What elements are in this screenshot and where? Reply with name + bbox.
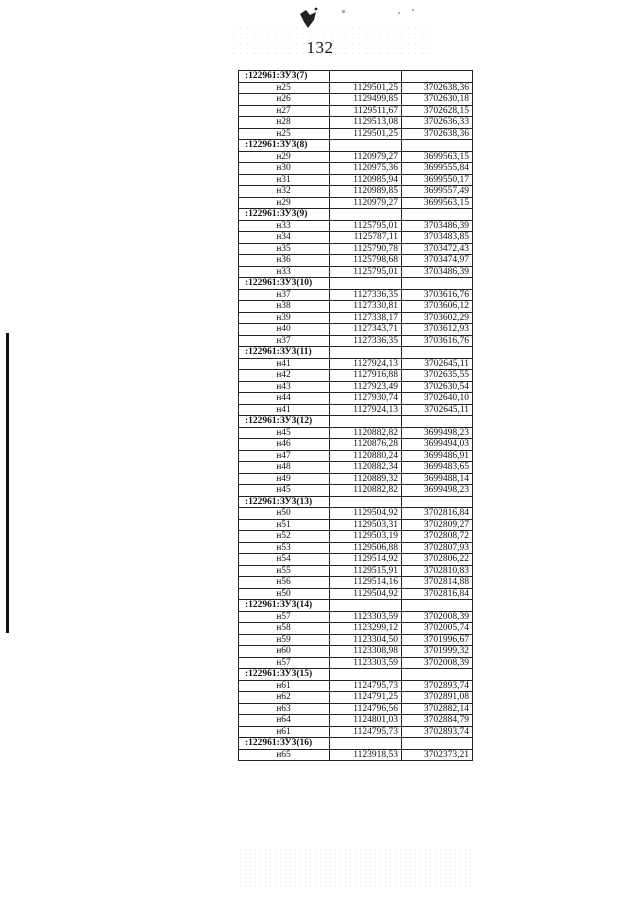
point-name-cell: н25 <box>239 82 330 94</box>
x-coordinate-cell: 1120882,82 <box>330 427 402 439</box>
scan-noise-bottom <box>238 848 472 888</box>
point-name-cell: н60 <box>239 646 330 658</box>
point-name-cell: н53 <box>239 542 330 554</box>
point-name-cell: н45 <box>239 427 330 439</box>
x-coordinate-cell: 1124791,25 <box>330 692 402 704</box>
point-name-cell: н33 <box>239 220 330 232</box>
x-coordinate-cell: 1123303,59 <box>330 657 402 669</box>
x-coordinate-cell: 1129499,85 <box>330 94 402 106</box>
coordinates-table-body <box>239 71 473 761</box>
empty-cell <box>330 209 402 221</box>
table-row <box>239 588 473 600</box>
parcel-group-name: :122961:ЗУ3(14) <box>239 600 330 612</box>
point-name-cell: н65 <box>239 749 330 761</box>
table-row <box>239 439 473 451</box>
table-row <box>239 301 473 313</box>
table-row <box>239 634 473 646</box>
table-row <box>239 473 473 485</box>
point-name-cell: н36 <box>239 255 330 267</box>
point-name-cell: н54 <box>239 554 330 566</box>
parcel-group-name: :122961:ЗУ3(13) <box>239 496 330 508</box>
table-row <box>239 117 473 129</box>
parcel-group-header <box>239 416 473 428</box>
table-row <box>239 312 473 324</box>
y-coordinate-cell: 3702638,36 <box>402 82 473 94</box>
y-coordinate-cell: 3702630,54 <box>402 381 473 393</box>
x-coordinate-cell: 1127930,74 <box>330 393 402 405</box>
parcel-group-header <box>239 347 473 359</box>
empty-cell <box>402 140 473 152</box>
y-coordinate-cell: 3702638,36 <box>402 128 473 140</box>
x-coordinate-cell: 1125798,68 <box>330 255 402 267</box>
point-name-cell: н43 <box>239 381 330 393</box>
table-row <box>239 554 473 566</box>
x-coordinate-cell: 1125787,11 <box>330 232 402 244</box>
table-row <box>239 358 473 370</box>
x-coordinate-cell: 1124795,73 <box>330 680 402 692</box>
table-row <box>239 151 473 163</box>
point-name-cell: н61 <box>239 680 330 692</box>
point-name-cell: н37 <box>239 335 330 347</box>
x-coordinate-cell: 1120979,27 <box>330 197 402 209</box>
y-coordinate-cell: 3699483,65 <box>402 462 473 474</box>
table-row <box>239 163 473 175</box>
y-coordinate-cell: 3699494,03 <box>402 439 473 451</box>
x-coordinate-cell: 1124801,03 <box>330 715 402 727</box>
table-row <box>239 82 473 94</box>
table-row <box>239 749 473 761</box>
point-name-cell: н40 <box>239 324 330 336</box>
y-coordinate-cell: 3702807,93 <box>402 542 473 554</box>
x-coordinate-cell: 1120882,34 <box>330 462 402 474</box>
y-coordinate-cell: 3702645,11 <box>402 404 473 416</box>
y-coordinate-cell: 3703616,76 <box>402 335 473 347</box>
point-name-cell: н49 <box>239 473 330 485</box>
x-coordinate-cell: 1123299,12 <box>330 623 402 635</box>
empty-cell <box>402 416 473 428</box>
table-row <box>239 531 473 543</box>
parcel-group-header <box>239 209 473 221</box>
table-row <box>239 335 473 347</box>
y-coordinate-cell: 3702640,10 <box>402 393 473 405</box>
y-coordinate-cell: 3699498,23 <box>402 485 473 497</box>
empty-cell <box>330 496 402 508</box>
point-name-cell: н61 <box>239 726 330 738</box>
empty-cell <box>402 600 473 612</box>
point-name-cell: н37 <box>239 289 330 301</box>
y-coordinate-cell: 3699555,84 <box>402 163 473 175</box>
x-coordinate-cell: 1129503,19 <box>330 531 402 543</box>
point-name-cell: н57 <box>239 611 330 623</box>
empty-cell <box>402 278 473 290</box>
x-coordinate-cell: 1120880,24 <box>330 450 402 462</box>
table-row <box>239 94 473 106</box>
y-coordinate-cell: 3702816,84 <box>402 588 473 600</box>
x-coordinate-cell: 1124796,56 <box>330 703 402 715</box>
point-name-cell: н45 <box>239 485 330 497</box>
table-row <box>239 715 473 727</box>
y-coordinate-cell: 3701999,32 <box>402 646 473 658</box>
y-coordinate-cell: 3703602,29 <box>402 312 473 324</box>
parcel-group-header <box>239 140 473 152</box>
x-coordinate-cell: 1127923,49 <box>330 381 402 393</box>
coordinates-table-container <box>238 70 472 761</box>
point-name-cell: н62 <box>239 692 330 704</box>
empty-cell <box>402 347 473 359</box>
empty-cell <box>402 496 473 508</box>
point-name-cell: н63 <box>239 703 330 715</box>
point-name-cell: н32 <box>239 186 330 198</box>
point-name-cell: н64 <box>239 715 330 727</box>
x-coordinate-cell: 1127336,35 <box>330 335 402 347</box>
x-coordinate-cell: 1127338,17 <box>330 312 402 324</box>
table-row <box>239 646 473 658</box>
point-name-cell: н39 <box>239 312 330 324</box>
table-row <box>239 324 473 336</box>
parcel-group-name: :122961:ЗУ3(11) <box>239 347 330 359</box>
y-coordinate-cell: 3699488,14 <box>402 473 473 485</box>
table-row <box>239 485 473 497</box>
x-coordinate-cell: 1127916,88 <box>330 370 402 382</box>
y-coordinate-cell: 3702005,74 <box>402 623 473 635</box>
x-coordinate-cell: 1129511,67 <box>330 105 402 117</box>
y-coordinate-cell: 3702628,15 <box>402 105 473 117</box>
table-row <box>239 508 473 520</box>
parcel-group-name: :122961:ЗУ3(16) <box>239 738 330 750</box>
y-coordinate-cell: 3702008,39 <box>402 611 473 623</box>
point-name-cell: н56 <box>239 577 330 589</box>
y-coordinate-cell: 3703474,97 <box>402 255 473 267</box>
y-coordinate-cell: 3702806,22 <box>402 554 473 566</box>
scan-speck <box>342 10 345 13</box>
page-number: 132 <box>306 38 334 57</box>
empty-cell <box>330 140 402 152</box>
y-coordinate-cell: 3699486,91 <box>402 450 473 462</box>
point-name-cell: н42 <box>239 370 330 382</box>
table-row <box>239 393 473 405</box>
point-name-cell: н34 <box>239 232 330 244</box>
table-row <box>239 128 473 140</box>
x-coordinate-cell: 1129506,88 <box>330 542 402 554</box>
point-name-cell: н57 <box>239 657 330 669</box>
y-coordinate-cell: 3702893,74 <box>402 680 473 692</box>
y-coordinate-cell: 3702630,18 <box>402 94 473 106</box>
x-coordinate-cell: 1127924,13 <box>330 404 402 416</box>
x-coordinate-cell: 1120889,32 <box>330 473 402 485</box>
y-coordinate-cell: 3702808,72 <box>402 531 473 543</box>
y-coordinate-cell: 3702008,39 <box>402 657 473 669</box>
y-coordinate-cell: 3702893,74 <box>402 726 473 738</box>
table-row <box>239 577 473 589</box>
y-coordinate-cell: 3699557,49 <box>402 186 473 198</box>
empty-cell <box>330 600 402 612</box>
parcel-group-header <box>239 278 473 290</box>
margin-bar <box>6 333 9 633</box>
table-row <box>239 680 473 692</box>
point-name-cell: н35 <box>239 243 330 255</box>
point-name-cell: н58 <box>239 623 330 635</box>
x-coordinate-cell: 1123304,50 <box>330 634 402 646</box>
table-row <box>239 186 473 198</box>
point-name-cell: н29 <box>239 197 330 209</box>
x-coordinate-cell: 1120989,85 <box>330 186 402 198</box>
empty-cell <box>402 738 473 750</box>
scan-speck <box>412 9 414 11</box>
empty-cell <box>330 669 402 681</box>
y-coordinate-cell: 3702373,21 <box>402 749 473 761</box>
table-row <box>239 381 473 393</box>
y-coordinate-cell: 3699498,23 <box>402 427 473 439</box>
x-coordinate-cell: 1129504,92 <box>330 588 402 600</box>
x-coordinate-cell: 1129501,25 <box>330 128 402 140</box>
x-coordinate-cell: 1120876,28 <box>330 439 402 451</box>
x-coordinate-cell: 1129513,08 <box>330 117 402 129</box>
y-coordinate-cell: 3699563,15 <box>402 197 473 209</box>
table-row <box>239 623 473 635</box>
empty-cell <box>330 278 402 290</box>
x-coordinate-cell: 1129501,25 <box>330 82 402 94</box>
parcel-group-name: :122961:ЗУ3(9) <box>239 209 330 221</box>
y-coordinate-cell: 3702814,88 <box>402 577 473 589</box>
y-coordinate-cell: 3703612,93 <box>402 324 473 336</box>
y-coordinate-cell: 3703616,76 <box>402 289 473 301</box>
parcel-group-header <box>239 738 473 750</box>
y-coordinate-cell: 3702882,14 <box>402 703 473 715</box>
table-row <box>239 462 473 474</box>
y-coordinate-cell: 3702884,79 <box>402 715 473 727</box>
point-name-cell: н55 <box>239 565 330 577</box>
table-row <box>239 427 473 439</box>
table-row <box>239 255 473 267</box>
x-coordinate-cell: 1129504,92 <box>330 508 402 520</box>
x-coordinate-cell: 1129515,91 <box>330 565 402 577</box>
x-coordinate-cell: 1120985,94 <box>330 174 402 186</box>
table-row <box>239 726 473 738</box>
table-row <box>239 289 473 301</box>
empty-cell <box>402 669 473 681</box>
table-row <box>239 220 473 232</box>
y-coordinate-cell: 3699563,15 <box>402 151 473 163</box>
point-name-cell: н27 <box>239 105 330 117</box>
table-row <box>239 105 473 117</box>
point-name-cell: н41 <box>239 404 330 416</box>
empty-cell <box>330 347 402 359</box>
x-coordinate-cell: 1127330,81 <box>330 301 402 313</box>
parcel-group-header <box>239 496 473 508</box>
scan-speck <box>398 12 400 14</box>
empty-cell <box>402 71 473 83</box>
x-coordinate-cell: 1129503,31 <box>330 519 402 531</box>
y-coordinate-cell: 3703483,85 <box>402 232 473 244</box>
x-coordinate-cell: 1120882,82 <box>330 485 402 497</box>
y-coordinate-cell: 3703486,39 <box>402 266 473 278</box>
table-row <box>239 703 473 715</box>
table-row <box>239 174 473 186</box>
y-coordinate-cell: 3703472,43 <box>402 243 473 255</box>
parcel-group-header <box>239 669 473 681</box>
x-coordinate-cell: 1125795,01 <box>330 266 402 278</box>
y-coordinate-cell: 3701996,67 <box>402 634 473 646</box>
y-coordinate-cell: 3702810,83 <box>402 565 473 577</box>
x-coordinate-cell: 1124795,73 <box>330 726 402 738</box>
x-coordinate-cell: 1127336,35 <box>330 289 402 301</box>
point-name-cell: н50 <box>239 588 330 600</box>
stamp-mark <box>296 6 320 32</box>
table-row <box>239 692 473 704</box>
table-row <box>239 519 473 531</box>
table-row <box>239 266 473 278</box>
y-coordinate-cell: 3702635,55 <box>402 370 473 382</box>
empty-cell <box>330 71 402 83</box>
parcel-group-name: :122961:ЗУ3(8) <box>239 140 330 152</box>
x-coordinate-cell: 1129514,16 <box>330 577 402 589</box>
parcel-group-header <box>239 600 473 612</box>
point-name-cell: н31 <box>239 174 330 186</box>
point-name-cell: н59 <box>239 634 330 646</box>
y-coordinate-cell: 3703486,39 <box>402 220 473 232</box>
empty-cell <box>330 738 402 750</box>
point-name-cell: н26 <box>239 94 330 106</box>
point-name-cell: н51 <box>239 519 330 531</box>
point-name-cell: н52 <box>239 531 330 543</box>
x-coordinate-cell: 1123303,59 <box>330 611 402 623</box>
table-row <box>239 450 473 462</box>
parcel-group-name: :122961:ЗУ3(10) <box>239 278 330 290</box>
y-coordinate-cell: 3699550,17 <box>402 174 473 186</box>
y-coordinate-cell: 3702645,11 <box>402 358 473 370</box>
x-coordinate-cell: 1125795,01 <box>330 220 402 232</box>
parcel-group-header <box>239 71 473 83</box>
x-coordinate-cell: 1129514,92 <box>330 554 402 566</box>
point-name-cell: н44 <box>239 393 330 405</box>
x-coordinate-cell: 1127924,13 <box>330 358 402 370</box>
table-row <box>239 404 473 416</box>
x-coordinate-cell: 1123918,53 <box>330 749 402 761</box>
x-coordinate-cell: 1120975,36 <box>330 163 402 175</box>
y-coordinate-cell: 3702816,84 <box>402 508 473 520</box>
y-coordinate-cell: 3702636,33 <box>402 117 473 129</box>
table-row <box>239 657 473 669</box>
point-name-cell: н50 <box>239 508 330 520</box>
point-name-cell: н48 <box>239 462 330 474</box>
x-coordinate-cell: 1127343,71 <box>330 324 402 336</box>
coordinates-table <box>238 70 473 761</box>
table-row <box>239 232 473 244</box>
empty-cell <box>330 416 402 428</box>
point-name-cell: н29 <box>239 151 330 163</box>
point-name-cell: н33 <box>239 266 330 278</box>
table-row <box>239 565 473 577</box>
table-row <box>239 370 473 382</box>
x-coordinate-cell: 1125790,78 <box>330 243 402 255</box>
point-name-cell: н46 <box>239 439 330 451</box>
point-name-cell: н38 <box>239 301 330 313</box>
table-row <box>239 542 473 554</box>
parcel-group-name: :122961:ЗУ3(15) <box>239 669 330 681</box>
y-coordinate-cell: 3703606,12 <box>402 301 473 313</box>
table-row <box>239 243 473 255</box>
table-row <box>239 197 473 209</box>
y-coordinate-cell: 3702809,27 <box>402 519 473 531</box>
point-name-cell: н25 <box>239 128 330 140</box>
point-name-cell: н41 <box>239 358 330 370</box>
table-row <box>239 611 473 623</box>
x-coordinate-cell: 1123308,98 <box>330 646 402 658</box>
parcel-group-name: :122961:ЗУ3(12) <box>239 416 330 428</box>
x-coordinate-cell: 1120979,27 <box>330 151 402 163</box>
y-coordinate-cell: 3702891,08 <box>402 692 473 704</box>
point-name-cell: н47 <box>239 450 330 462</box>
point-name-cell: н30 <box>239 163 330 175</box>
point-name-cell: н28 <box>239 117 330 129</box>
parcel-group-name: :122961:ЗУ3(7) <box>239 71 330 83</box>
empty-cell <box>402 209 473 221</box>
